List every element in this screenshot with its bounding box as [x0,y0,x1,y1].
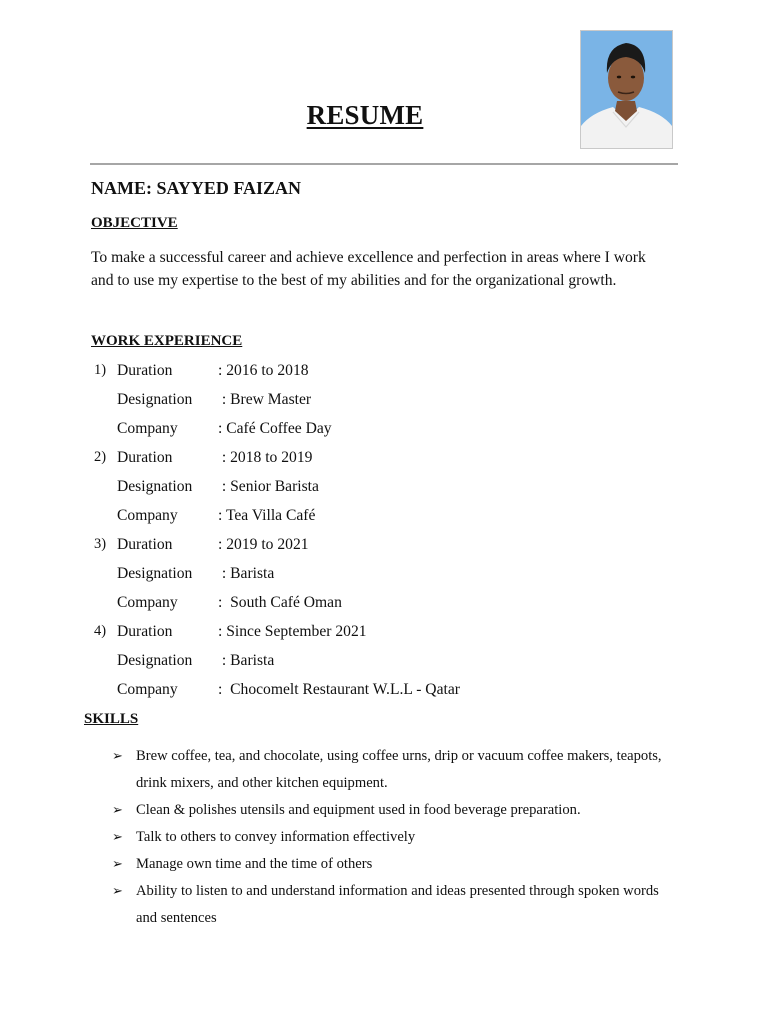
candidate-name: NAME: SAYYED FAIZAN [91,178,302,198]
skill-line: Brew coffee, tea, and chocolate, using coffee urns, drip or vacuum coffee makers, teapots, [136,748,662,764]
duration-value: : 2018 to 2019 [218,449,313,466]
skills-heading: SKILLS [84,711,139,727]
arrow-bullet-icon: ➢ [112,884,123,899]
job-designation-row [0,478,768,507]
company-label: Company [117,594,178,611]
arrow-bullet-icon: ➢ [112,857,123,872]
job-designation-row [0,652,768,681]
designation-label: Designation [117,391,193,408]
company-value: : Café Coffee Day [218,420,332,437]
skill-line: Ability to listen to and understand information and ideas presented through spoken words [136,883,659,899]
duration-label: Duration [117,623,173,640]
skills-list [112,743,692,932]
job-company-row [0,681,768,710]
arrow-bullet-icon: ➢ [112,803,123,818]
objective-line: To make a successful career and achieve excellence and perfection in areas where I work [91,249,646,266]
duration-value: : 2016 to 2018 [218,362,309,379]
job-company-row [0,420,768,449]
designation-value: : Senior Barista [218,478,319,495]
duration-label: Duration [117,536,173,553]
skill-item [112,743,692,797]
objective-heading: OBJECTIVE [91,215,178,231]
job-entry-4 [0,623,768,710]
job-number: 3) [94,536,107,552]
skill-line: Manage own time and the time of others [136,856,373,872]
skill-item [112,878,692,932]
duration-label: Duration [117,449,173,466]
duration-value: : Since September 2021 [218,623,367,640]
job-company-row [0,594,768,623]
company-label: Company [117,420,178,437]
objective-text [91,246,686,292]
objective-line: and to use my expertise to the best of my abilities and for the organizational growth. [91,272,617,289]
job-designation-row [0,565,768,594]
skill-item [112,797,692,824]
duration-label: Duration [117,362,173,379]
job-duration-row [0,362,768,391]
arrow-bullet-icon: ➢ [112,749,123,764]
skill-line: Clean & polishes utensils and equipment used in food beverage preparation. [136,802,581,818]
skill-line: drink mixers, and other kitchen equipment. [136,775,388,791]
arrow-bullet-icon: ➢ [112,830,123,845]
job-designation-row [0,391,768,420]
duration-value: : 2019 to 2021 [218,536,309,553]
skill-item [112,851,692,878]
job-entry-3 [0,536,768,623]
designation-label: Designation [117,478,193,495]
skill-item [112,824,692,851]
job-number: 1) [94,362,107,378]
page-title: RESUME [306,100,424,130]
job-duration-row [0,536,768,565]
skill-line: Talk to others to convey information effectively [136,829,416,845]
job-number: 2) [94,449,107,465]
skill-line: and sentences [136,910,217,926]
header-divider [90,163,678,165]
job-entry-1 [0,362,768,449]
job-company-row [0,507,768,536]
company-label: Company [117,681,178,698]
designation-label: Designation [117,565,193,582]
company-value: : Tea Villa Café [218,507,316,524]
company-value: : South Café Oman [218,594,342,611]
job-duration-row [0,623,768,652]
work-experience-heading: WORK EXPERIENCE [91,333,243,349]
company-value: : Chocomelt Restaurant W.L.L - Qatar [218,681,460,698]
designation-value: : Barista [218,652,275,669]
job-number: 4) [94,623,107,639]
job-duration-row [0,449,768,478]
designation-value: : Brew Master [218,391,312,408]
company-label: Company [117,507,178,524]
designation-label: Designation [117,652,193,669]
designation-value: : Barista [218,565,275,582]
job-entry-2 [0,449,768,536]
